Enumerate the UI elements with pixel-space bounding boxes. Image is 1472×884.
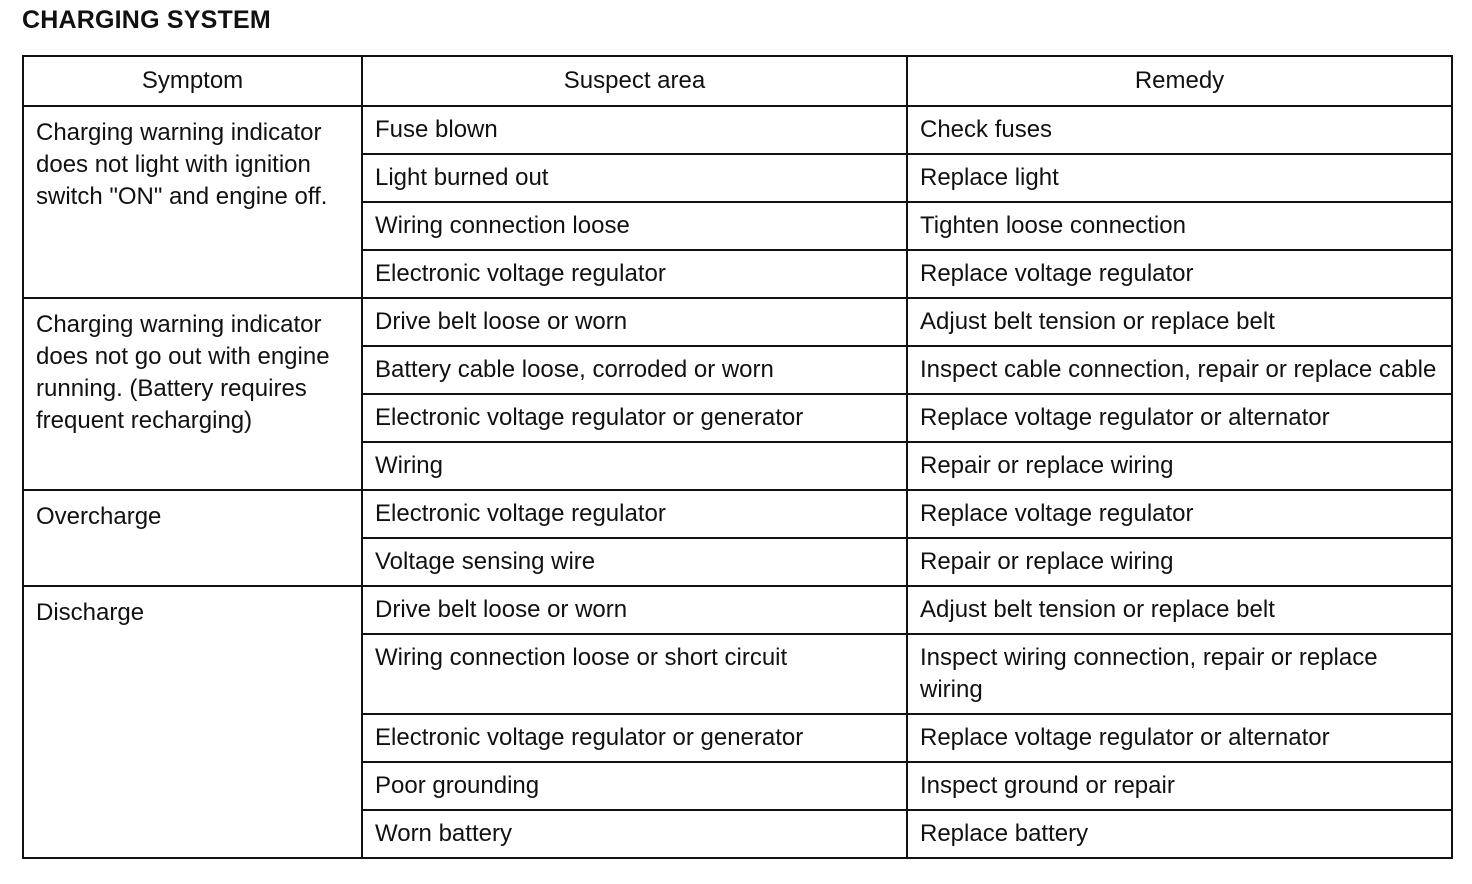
table-row bbox=[23, 298, 1452, 346]
remedy-cell: Replace voltage regulator or alternator bbox=[907, 714, 1452, 762]
suspect-area-cell: Battery cable loose, corroded or worn bbox=[362, 346, 907, 394]
suspect-area-cell: Electronic voltage regulator or generator bbox=[362, 714, 907, 762]
header-remedy: Remedy bbox=[907, 56, 1452, 106]
remedy-cell: Adjust belt tension or replace belt bbox=[907, 586, 1452, 634]
suspect-area-cell: Worn battery bbox=[362, 810, 907, 858]
remedy-cell: Replace voltage regulator bbox=[907, 490, 1452, 538]
table-row bbox=[23, 106, 1452, 154]
remedy-cell: Inspect cable connection, repair or replace cable bbox=[907, 346, 1452, 394]
table-row bbox=[23, 586, 1452, 634]
symptom-cell: Overcharge bbox=[23, 490, 362, 586]
header-row bbox=[23, 56, 1452, 106]
suspect-area-cell: Electronic voltage regulator or generator bbox=[362, 394, 907, 442]
remedy-cell: Replace light bbox=[907, 154, 1452, 202]
suspect-area-cell: Wiring bbox=[362, 442, 907, 490]
troubleshooting-table bbox=[22, 55, 1453, 859]
remedy-cell: Replace battery bbox=[907, 810, 1452, 858]
remedy-cell: Check fuses bbox=[907, 106, 1452, 154]
suspect-area-cell: Voltage sensing wire bbox=[362, 538, 907, 586]
suspect-area-cell: Wiring connection loose or short circuit bbox=[362, 634, 907, 714]
remedy-cell: Repair or replace wiring bbox=[907, 538, 1452, 586]
suspect-area-cell: Light burned out bbox=[362, 154, 907, 202]
remedy-cell: Replace voltage regulator bbox=[907, 250, 1452, 298]
remedy-cell: Tighten loose connection bbox=[907, 202, 1452, 250]
page-title: CHARGING SYSTEM bbox=[22, 6, 271, 34]
remedy-cell: Repair or replace wiring bbox=[907, 442, 1452, 490]
symptom-cell: Discharge bbox=[23, 586, 362, 858]
suspect-area-cell: Electronic voltage regulator bbox=[362, 250, 907, 298]
remedy-cell: Replace voltage regulator or alternator bbox=[907, 394, 1452, 442]
suspect-area-cell: Poor grounding bbox=[362, 762, 907, 810]
table-row bbox=[23, 490, 1452, 538]
suspect-area-cell: Fuse blown bbox=[362, 106, 907, 154]
suspect-area-cell: Electronic voltage regulator bbox=[362, 490, 907, 538]
suspect-area-cell: Drive belt loose or worn bbox=[362, 586, 907, 634]
remedy-cell: Adjust belt tension or replace belt bbox=[907, 298, 1452, 346]
suspect-area-cell: Drive belt loose or worn bbox=[362, 298, 907, 346]
remedy-cell: Inspect wiring connection, repair or replace wiring bbox=[907, 634, 1452, 714]
remedy-cell: Inspect ground or repair bbox=[907, 762, 1452, 810]
header-symptom: Symptom bbox=[23, 56, 362, 106]
symptom-cell: Charging warning indicator does not light with ignition switch "ON" and engine off. bbox=[23, 106, 362, 298]
symptom-cell: Charging warning indicator does not go out with engine running. (Battery requires frequent recharging) bbox=[23, 298, 362, 490]
suspect-area-cell: Wiring connection loose bbox=[362, 202, 907, 250]
header-suspect-area: Suspect area bbox=[362, 56, 907, 106]
